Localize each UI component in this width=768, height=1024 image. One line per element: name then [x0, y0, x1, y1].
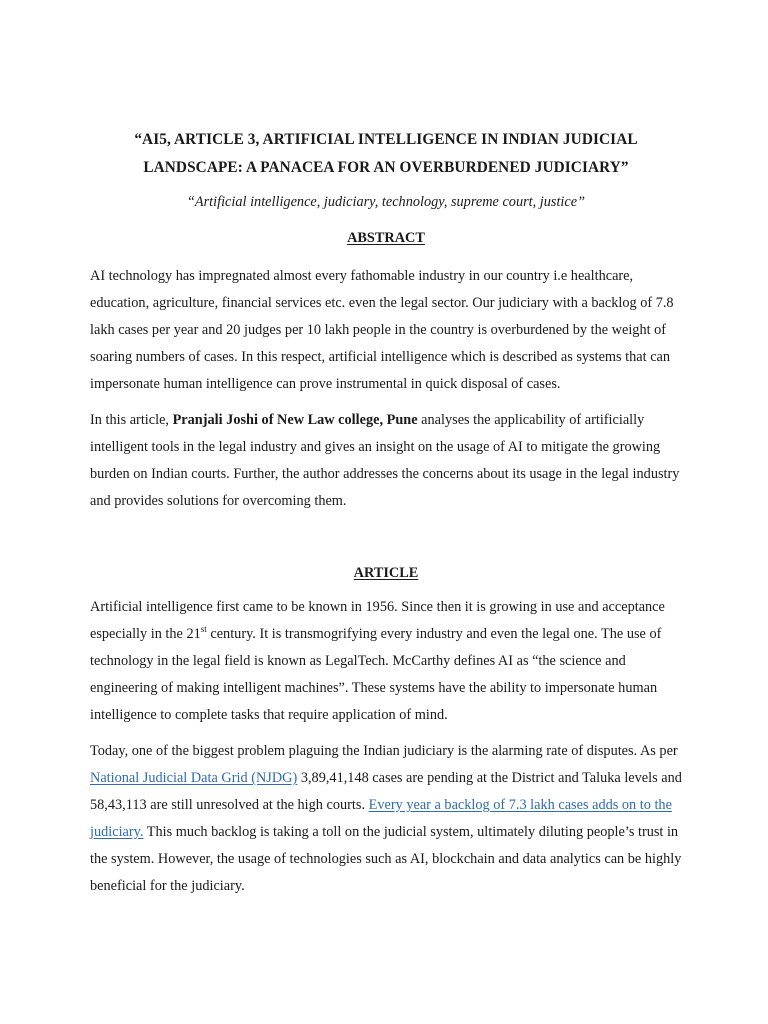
backlog-link[interactable]: Every year a backlog of 7.3 lakh cases adds on to the judiciary. [90, 797, 672, 840]
article-paragraph-2 [90, 738, 682, 900]
abstract-paragraph-1: AI technology has impregnated almost every fathomable industry in our country i.e healthcare, education, agriculture, financial services etc. even the legal sector. Our judiciary with a backlog of 7.8 lakh cases per year and 20 judges per 10 lakh people in the country is overburdened by the weight of soaring numbers of cases. In this respect, artificial intelligence which is described as systems that can impersonate human intelligence can prove instrumental in quick disposal of cases. [90, 268, 674, 392]
article-p1-superscript: st [200, 624, 207, 635]
abstract-heading: ABSTRACT [347, 230, 425, 246]
njdg-link[interactable]: National Judicial Data Grid (NJDG) [90, 770, 298, 786]
title-line-2: LANDSCAPE: A PANACEA FOR AN OVERBURDENED JUDICIARY” [143, 159, 629, 176]
title-line-1: “AI5, ARTICLE 3, ARTIFICIAL INTELLIGENCE IN INDIAN JUDICIAL [134, 131, 638, 148]
abstract-p2-prefix: In this article, [90, 412, 173, 428]
document-page [90, 126, 682, 900]
author-name: Pranjali Joshi of New Law college, Pune [172, 412, 418, 428]
article-p2-part1: Today, one of the biggest problem plaguing the Indian judiciary is the alarming rate of disputes. As per [90, 743, 678, 759]
abstract-p2-suffix: analyses the applicability of artificially intelligent tools in the legal industry and gives an insight on the usage of AI to mitigate the growing burden on Indian courts. Further, the author addresses the concerns about its usage in the legal industry and provides solutions for overcoming them. [90, 412, 680, 509]
article-p1-part1: Artificial intelligence first came to be known in 1956. Since then it is growing in use and acceptance especially in the 21 [90, 599, 665, 642]
document-title [90, 126, 682, 182]
article-p2-part2: 3,89,41,148 cases are pending at the District and Taluka levels and 58,43,113 are still unresolved at the high courts. [90, 770, 682, 813]
article-heading: ARTICLE [353, 565, 419, 581]
article-paragraph-1 [90, 594, 682, 729]
keywords: “Artificial intelligence, judiciary, technology, supreme court, justice” [186, 194, 586, 210]
abstract-paragraph-2 [90, 407, 682, 515]
article-p2-part3: This much backlog is taking a toll on the judicial system, ultimately diluting people’s trust in the system. However, the usage of technologies such as AI, blockchain and data analytics can be highly beneficial for the judiciary. [90, 824, 682, 894]
article-p1-part2: century. It is transmogrifying every industry and even the legal one. The use of technology in the legal field is known as LegalTech. McCarthy defines AI as “the science and engineering of making intelligent machines”. These systems have the ability to impersonate human intelligence to complete tasks that require application of mind. [90, 626, 662, 723]
